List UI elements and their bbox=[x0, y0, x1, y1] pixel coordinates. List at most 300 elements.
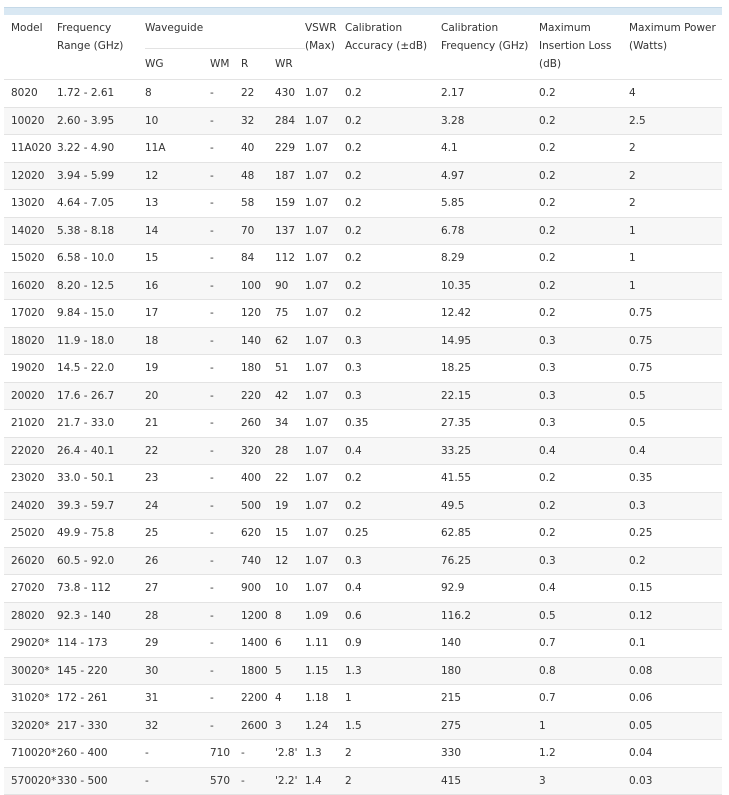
cell-vswr: 1.07 bbox=[305, 300, 345, 328]
cell-calibration-frequency: 22.15 bbox=[441, 382, 539, 410]
cell-wg: 26 bbox=[145, 547, 210, 575]
cell-r: 740 bbox=[241, 547, 275, 575]
cell-wm: - bbox=[210, 520, 241, 548]
header-calibration-frequency: Calibration Frequency (GHz) bbox=[441, 14, 539, 80]
cell-calibration-frequency: 92.9 bbox=[441, 575, 539, 603]
cell-wr: 19 bbox=[275, 492, 305, 520]
table-row bbox=[4, 355, 722, 383]
cell-r: 22 bbox=[241, 80, 275, 108]
cell-wg: 31 bbox=[145, 685, 210, 713]
cell-vswr: 1.07 bbox=[305, 245, 345, 273]
header-calibration-accuracy: Calibration Accuracy (±dB) bbox=[345, 14, 441, 80]
table-row bbox=[4, 575, 722, 603]
cell-wg: - bbox=[145, 767, 210, 795]
cell-wg: 22 bbox=[145, 437, 210, 465]
cell-max-power: 0.03 bbox=[629, 767, 722, 795]
cell-r: 1400 bbox=[241, 630, 275, 658]
cell-calibration-accuracy: 2 bbox=[345, 740, 441, 768]
cell-calibration-accuracy: 0.2 bbox=[345, 80, 441, 108]
cell-calibration-frequency: 330 bbox=[441, 740, 539, 768]
cell-max-power: 2.5 bbox=[629, 107, 722, 135]
cell-calibration-frequency: 12.42 bbox=[441, 300, 539, 328]
cell-r: 2600 bbox=[241, 712, 275, 740]
cell-frequency-range: 6.58 - 10.0 bbox=[57, 245, 145, 273]
cell-wr: 284 bbox=[275, 107, 305, 135]
cell-frequency-range: 3.22 - 4.90 bbox=[57, 135, 145, 163]
cell-calibration-accuracy: 0.9 bbox=[345, 630, 441, 658]
cell-calibration-accuracy: 0.2 bbox=[345, 272, 441, 300]
cell-vswr: 1.07 bbox=[305, 410, 345, 438]
cell-wr: 430 bbox=[275, 80, 305, 108]
waveguide-spec-table bbox=[4, 14, 722, 795]
cell-wr: 159 bbox=[275, 190, 305, 218]
cell-wm: - bbox=[210, 575, 241, 603]
cell-calibration-accuracy: 0.2 bbox=[345, 107, 441, 135]
cell-insertion-loss: 0.2 bbox=[539, 272, 629, 300]
cell-frequency-range: 1.72 - 2.61 bbox=[57, 80, 145, 108]
cell-model: 27020 bbox=[4, 575, 57, 603]
table-row bbox=[4, 382, 722, 410]
cell-calibration-accuracy: 2 bbox=[345, 767, 441, 795]
cell-calibration-accuracy: 0.2 bbox=[345, 217, 441, 245]
cell-vswr: 1.11 bbox=[305, 630, 345, 658]
cell-frequency-range: 2.60 - 3.95 bbox=[57, 107, 145, 135]
table-row bbox=[4, 657, 722, 685]
table-row bbox=[4, 547, 722, 575]
cell-wg: 17 bbox=[145, 300, 210, 328]
cell-wg: 29 bbox=[145, 630, 210, 658]
cell-wg: 13 bbox=[145, 190, 210, 218]
cell-model: 13020 bbox=[4, 190, 57, 218]
cell-wg: 24 bbox=[145, 492, 210, 520]
cell-r: 900 bbox=[241, 575, 275, 603]
cell-max-power: 0.3 bbox=[629, 492, 722, 520]
table-row bbox=[4, 437, 722, 465]
cell-wm: - bbox=[210, 135, 241, 163]
cell-max-power: 0.75 bbox=[629, 355, 722, 383]
cell-r: - bbox=[241, 740, 275, 768]
cell-calibration-accuracy: 0.2 bbox=[345, 465, 441, 493]
cell-calibration-frequency: 27.35 bbox=[441, 410, 539, 438]
table-row bbox=[4, 767, 722, 795]
table-row bbox=[4, 685, 722, 713]
table-row bbox=[4, 520, 722, 548]
cell-frequency-range: 5.38 - 8.18 bbox=[57, 217, 145, 245]
cell-max-power: 0.08 bbox=[629, 657, 722, 685]
cell-frequency-range: 260 - 400 bbox=[57, 740, 145, 768]
cell-vswr: 1.07 bbox=[305, 520, 345, 548]
cell-calibration-accuracy: 0.4 bbox=[345, 437, 441, 465]
cell-wg: 18 bbox=[145, 327, 210, 355]
cell-vswr: 1.07 bbox=[305, 162, 345, 190]
cell-wm: - bbox=[210, 437, 241, 465]
cell-calibration-accuracy: 0.25 bbox=[345, 520, 441, 548]
cell-frequency-range: 9.84 - 15.0 bbox=[57, 300, 145, 328]
table-row bbox=[4, 217, 722, 245]
cell-wg: 21 bbox=[145, 410, 210, 438]
cell-model: 14020 bbox=[4, 217, 57, 245]
cell-wr: 75 bbox=[275, 300, 305, 328]
cell-calibration-frequency: 180 bbox=[441, 657, 539, 685]
cell-wm: - bbox=[210, 465, 241, 493]
cell-wm: - bbox=[210, 712, 241, 740]
cell-r: 120 bbox=[241, 300, 275, 328]
cell-calibration-accuracy: 0.2 bbox=[345, 162, 441, 190]
cell-model: 16020 bbox=[4, 272, 57, 300]
cell-wg: 23 bbox=[145, 465, 210, 493]
cell-max-power: 4 bbox=[629, 80, 722, 108]
cell-wg: 25 bbox=[145, 520, 210, 548]
cell-wm: - bbox=[210, 300, 241, 328]
cell-frequency-range: 217 - 330 bbox=[57, 712, 145, 740]
cell-wm: - bbox=[210, 492, 241, 520]
cell-insertion-loss: 0.3 bbox=[539, 410, 629, 438]
cell-vswr: 1.24 bbox=[305, 712, 345, 740]
cell-model: 24020 bbox=[4, 492, 57, 520]
cell-calibration-frequency: 14.95 bbox=[441, 327, 539, 355]
header-r: R bbox=[241, 49, 275, 80]
cell-calibration-accuracy: 0.3 bbox=[345, 382, 441, 410]
table-row bbox=[4, 272, 722, 300]
cell-calibration-accuracy: 0.3 bbox=[345, 355, 441, 383]
cell-vswr: 1.07 bbox=[305, 437, 345, 465]
cell-calibration-frequency: 4.1 bbox=[441, 135, 539, 163]
cell-wm: - bbox=[210, 272, 241, 300]
cell-model: 10020 bbox=[4, 107, 57, 135]
cell-wr: '2.8' bbox=[275, 740, 305, 768]
cell-max-power: 2 bbox=[629, 162, 722, 190]
cell-calibration-accuracy: 0.35 bbox=[345, 410, 441, 438]
cell-model: 17020 bbox=[4, 300, 57, 328]
table-row bbox=[4, 135, 722, 163]
cell-insertion-loss: 0.8 bbox=[539, 657, 629, 685]
cell-r: 220 bbox=[241, 382, 275, 410]
cell-max-power: 0.25 bbox=[629, 520, 722, 548]
cell-insertion-loss: 1 bbox=[539, 712, 629, 740]
cell-r: 58 bbox=[241, 190, 275, 218]
cell-wg: 32 bbox=[145, 712, 210, 740]
header-wm: WM bbox=[210, 49, 241, 80]
cell-frequency-range: 26.4 - 40.1 bbox=[57, 437, 145, 465]
cell-calibration-accuracy: 0.2 bbox=[345, 135, 441, 163]
cell-vswr: 1.07 bbox=[305, 217, 345, 245]
table-row bbox=[4, 327, 722, 355]
cell-model: 18020 bbox=[4, 327, 57, 355]
cell-calibration-accuracy: 0.2 bbox=[345, 300, 441, 328]
cell-wr: 28 bbox=[275, 437, 305, 465]
cell-model: 15020 bbox=[4, 245, 57, 273]
cell-vswr: 1.07 bbox=[305, 547, 345, 575]
table-row bbox=[4, 410, 722, 438]
cell-max-power: 1 bbox=[629, 245, 722, 273]
cell-insertion-loss: 0.4 bbox=[539, 437, 629, 465]
cell-calibration-frequency: 215 bbox=[441, 685, 539, 713]
cell-insertion-loss: 3 bbox=[539, 767, 629, 795]
cell-wr: 137 bbox=[275, 217, 305, 245]
cell-insertion-loss: 0.3 bbox=[539, 547, 629, 575]
table-row bbox=[4, 465, 722, 493]
cell-max-power: 0.4 bbox=[629, 437, 722, 465]
cell-wr: 187 bbox=[275, 162, 305, 190]
cell-frequency-range: 17.6 - 26.7 bbox=[57, 382, 145, 410]
cell-calibration-accuracy: 0.2 bbox=[345, 492, 441, 520]
cell-calibration-frequency: 116.2 bbox=[441, 602, 539, 630]
cell-wr: 12 bbox=[275, 547, 305, 575]
cell-wm: - bbox=[210, 547, 241, 575]
cell-calibration-accuracy: 1 bbox=[345, 685, 441, 713]
header-vswr: VSWR (Max) bbox=[305, 14, 345, 80]
cell-wr: 8 bbox=[275, 602, 305, 630]
cell-wg: 15 bbox=[145, 245, 210, 273]
cell-model: 21020 bbox=[4, 410, 57, 438]
cell-r: 40 bbox=[241, 135, 275, 163]
cell-wr: '2.2' bbox=[275, 767, 305, 795]
cell-wg: 19 bbox=[145, 355, 210, 383]
cell-calibration-frequency: 8.29 bbox=[441, 245, 539, 273]
header-max-insertion-loss: Maximum Insertion Loss (dB) bbox=[539, 14, 629, 80]
table-row bbox=[4, 245, 722, 273]
cell-vswr: 1.07 bbox=[305, 80, 345, 108]
cell-r: 70 bbox=[241, 217, 275, 245]
table-row bbox=[4, 80, 722, 108]
cell-calibration-frequency: 41.55 bbox=[441, 465, 539, 493]
cell-vswr: 1.07 bbox=[305, 107, 345, 135]
cell-max-power: 0.05 bbox=[629, 712, 722, 740]
cell-max-power: 2 bbox=[629, 135, 722, 163]
cell-r: 1800 bbox=[241, 657, 275, 685]
cell-frequency-range: 4.64 - 7.05 bbox=[57, 190, 145, 218]
cell-vswr: 1.07 bbox=[305, 492, 345, 520]
cell-r: 400 bbox=[241, 465, 275, 493]
cell-r: 320 bbox=[241, 437, 275, 465]
cell-wg: 20 bbox=[145, 382, 210, 410]
cell-insertion-loss: 0.2 bbox=[539, 135, 629, 163]
cell-wr: 10 bbox=[275, 575, 305, 603]
cell-wm: 710 bbox=[210, 740, 241, 768]
cell-model: 32020* bbox=[4, 712, 57, 740]
cell-wr: 51 bbox=[275, 355, 305, 383]
cell-wr: 90 bbox=[275, 272, 305, 300]
cell-model: 20020 bbox=[4, 382, 57, 410]
cell-r: 84 bbox=[241, 245, 275, 273]
cell-vswr: 1.07 bbox=[305, 272, 345, 300]
cell-frequency-range: 49.9 - 75.8 bbox=[57, 520, 145, 548]
cell-max-power: 0.04 bbox=[629, 740, 722, 768]
cell-wr: 3 bbox=[275, 712, 305, 740]
cell-wr: 42 bbox=[275, 382, 305, 410]
cell-r: 500 bbox=[241, 492, 275, 520]
cell-max-power: 0.5 bbox=[629, 382, 722, 410]
cell-insertion-loss: 0.3 bbox=[539, 355, 629, 383]
cell-insertion-loss: 0.2 bbox=[539, 190, 629, 218]
cell-calibration-frequency: 6.78 bbox=[441, 217, 539, 245]
cell-frequency-range: 330 - 500 bbox=[57, 767, 145, 795]
cell-vswr: 1.07 bbox=[305, 382, 345, 410]
cell-frequency-range: 33.0 - 50.1 bbox=[57, 465, 145, 493]
cell-insertion-loss: 1.2 bbox=[539, 740, 629, 768]
cell-insertion-loss: 0.2 bbox=[539, 245, 629, 273]
cell-r: 1200 bbox=[241, 602, 275, 630]
cell-vswr: 1.09 bbox=[305, 602, 345, 630]
cell-model: 26020 bbox=[4, 547, 57, 575]
cell-model: 710020* bbox=[4, 740, 57, 768]
cell-r: 48 bbox=[241, 162, 275, 190]
header-wg: WG bbox=[145, 49, 210, 80]
table-row bbox=[4, 492, 722, 520]
cell-r: 32 bbox=[241, 107, 275, 135]
cell-wg: 12 bbox=[145, 162, 210, 190]
cell-calibration-frequency: 3.28 bbox=[441, 107, 539, 135]
cell-calibration-accuracy: 0.4 bbox=[345, 575, 441, 603]
cell-frequency-range: 114 - 173 bbox=[57, 630, 145, 658]
header-waveguide: Waveguide bbox=[145, 22, 204, 34]
cell-calibration-frequency: 62.85 bbox=[441, 520, 539, 548]
cell-calibration-accuracy: 0.6 bbox=[345, 602, 441, 630]
cell-r: 100 bbox=[241, 272, 275, 300]
cell-insertion-loss: 0.2 bbox=[539, 300, 629, 328]
cell-vswr: 1.07 bbox=[305, 355, 345, 383]
cell-calibration-accuracy: 1.3 bbox=[345, 657, 441, 685]
header-wr: WR bbox=[275, 49, 305, 80]
table-body bbox=[4, 80, 722, 795]
cell-wm: - bbox=[210, 602, 241, 630]
cell-calibration-frequency: 140 bbox=[441, 630, 539, 658]
cell-wm: - bbox=[210, 685, 241, 713]
table-row bbox=[4, 190, 722, 218]
cell-insertion-loss: 0.2 bbox=[539, 162, 629, 190]
cell-max-power: 1 bbox=[629, 217, 722, 245]
cell-calibration-frequency: 49.5 bbox=[441, 492, 539, 520]
cell-wg: 10 bbox=[145, 107, 210, 135]
cell-vswr: 1.15 bbox=[305, 657, 345, 685]
cell-wm: - bbox=[210, 630, 241, 658]
cell-model: 25020 bbox=[4, 520, 57, 548]
cell-insertion-loss: 0.2 bbox=[539, 107, 629, 135]
cell-calibration-accuracy: 0.2 bbox=[345, 190, 441, 218]
cell-wr: 6 bbox=[275, 630, 305, 658]
cell-r: 620 bbox=[241, 520, 275, 548]
cell-vswr: 1.07 bbox=[305, 327, 345, 355]
cell-calibration-accuracy: 1.5 bbox=[345, 712, 441, 740]
cell-wm: - bbox=[210, 657, 241, 685]
cell-max-power: 2 bbox=[629, 190, 722, 218]
cell-max-power: 0.35 bbox=[629, 465, 722, 493]
table-row bbox=[4, 602, 722, 630]
cell-max-power: 0.75 bbox=[629, 300, 722, 328]
cell-calibration-frequency: 76.25 bbox=[441, 547, 539, 575]
cell-frequency-range: 60.5 - 92.0 bbox=[57, 547, 145, 575]
cell-wr: 4 bbox=[275, 685, 305, 713]
cell-frequency-range: 172 - 261 bbox=[57, 685, 145, 713]
cell-frequency-range: 145 - 220 bbox=[57, 657, 145, 685]
cell-max-power: 1 bbox=[629, 272, 722, 300]
cell-wg: 14 bbox=[145, 217, 210, 245]
cell-frequency-range: 3.94 - 5.99 bbox=[57, 162, 145, 190]
cell-calibration-frequency: 5.85 bbox=[441, 190, 539, 218]
cell-frequency-range: 73.8 - 112 bbox=[57, 575, 145, 603]
cell-calibration-frequency: 10.35 bbox=[441, 272, 539, 300]
cell-model: 31020* bbox=[4, 685, 57, 713]
table-row bbox=[4, 630, 722, 658]
cell-r: 140 bbox=[241, 327, 275, 355]
cell-calibration-accuracy: 0.3 bbox=[345, 327, 441, 355]
cell-max-power: 0.1 bbox=[629, 630, 722, 658]
cell-calibration-frequency: 33.25 bbox=[441, 437, 539, 465]
cell-r: - bbox=[241, 767, 275, 795]
cell-vswr: 1.3 bbox=[305, 740, 345, 768]
cell-insertion-loss: 0.2 bbox=[539, 80, 629, 108]
cell-wr: 229 bbox=[275, 135, 305, 163]
cell-frequency-range: 8.20 - 12.5 bbox=[57, 272, 145, 300]
cell-wm: - bbox=[210, 355, 241, 383]
cell-wm: - bbox=[210, 245, 241, 273]
table-row bbox=[4, 740, 722, 768]
cell-insertion-loss: 0.2 bbox=[539, 520, 629, 548]
cell-insertion-loss: 0.2 bbox=[539, 465, 629, 493]
cell-wm: - bbox=[210, 410, 241, 438]
cell-wr: 15 bbox=[275, 520, 305, 548]
cell-wr: 5 bbox=[275, 657, 305, 685]
cell-max-power: 0.15 bbox=[629, 575, 722, 603]
cell-wg: 28 bbox=[145, 602, 210, 630]
cell-wm: 570 bbox=[210, 767, 241, 795]
cell-insertion-loss: 0.5 bbox=[539, 602, 629, 630]
cell-wr: 112 bbox=[275, 245, 305, 273]
table-row bbox=[4, 107, 722, 135]
cell-calibration-accuracy: 0.2 bbox=[345, 245, 441, 273]
cell-calibration-frequency: 415 bbox=[441, 767, 539, 795]
cell-insertion-loss: 0.2 bbox=[539, 492, 629, 520]
cell-vswr: 1.07 bbox=[305, 465, 345, 493]
cell-wm: - bbox=[210, 217, 241, 245]
cell-wr: 62 bbox=[275, 327, 305, 355]
cell-r: 180 bbox=[241, 355, 275, 383]
cell-model: 29020* bbox=[4, 630, 57, 658]
cell-vswr: 1.07 bbox=[305, 575, 345, 603]
cell-model: 8020 bbox=[4, 80, 57, 108]
cell-insertion-loss: 0.3 bbox=[539, 382, 629, 410]
header-model: Model bbox=[4, 14, 57, 80]
cell-calibration-accuracy: 0.3 bbox=[345, 547, 441, 575]
cell-wg: 11A bbox=[145, 135, 210, 163]
cell-model: 12020 bbox=[4, 162, 57, 190]
cell-wm: - bbox=[210, 190, 241, 218]
cell-frequency-range: 39.3 - 59.7 bbox=[57, 492, 145, 520]
cell-wm: - bbox=[210, 382, 241, 410]
cell-vswr: 1.18 bbox=[305, 685, 345, 713]
cell-wr: 34 bbox=[275, 410, 305, 438]
cell-max-power: 0.12 bbox=[629, 602, 722, 630]
cell-model: 30020* bbox=[4, 657, 57, 685]
cell-max-power: 0.75 bbox=[629, 327, 722, 355]
cell-insertion-loss: 0.7 bbox=[539, 630, 629, 658]
cell-wr: 22 bbox=[275, 465, 305, 493]
cell-vswr: 1.07 bbox=[305, 190, 345, 218]
cell-frequency-range: 21.7 - 33.0 bbox=[57, 410, 145, 438]
cell-max-power: 0.2 bbox=[629, 547, 722, 575]
table-row bbox=[4, 162, 722, 190]
cell-calibration-frequency: 4.97 bbox=[441, 162, 539, 190]
cell-calibration-frequency: 18.25 bbox=[441, 355, 539, 383]
cell-r: 260 bbox=[241, 410, 275, 438]
cell-model: 28020 bbox=[4, 602, 57, 630]
cell-insertion-loss: 0.7 bbox=[539, 685, 629, 713]
cell-model: 570020* bbox=[4, 767, 57, 795]
cell-calibration-frequency: 275 bbox=[441, 712, 539, 740]
cell-wg: 30 bbox=[145, 657, 210, 685]
table-row bbox=[4, 712, 722, 740]
cell-wg: 8 bbox=[145, 80, 210, 108]
